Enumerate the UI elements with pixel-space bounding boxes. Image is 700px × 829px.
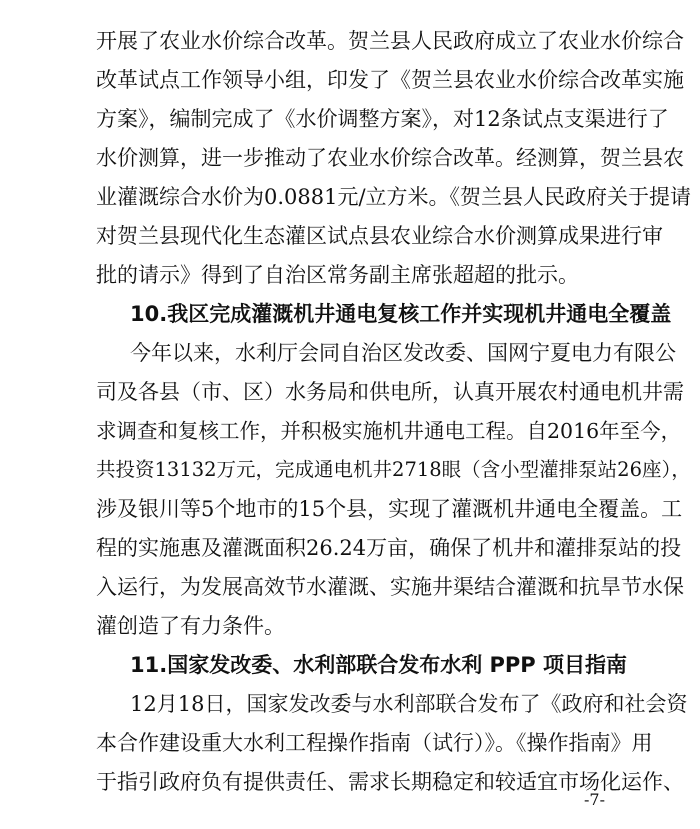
paragraph-2-line-4: 共投资13132万元，完成通电机井2718眼（含小型灌排泵站26座）， [96, 458, 691, 481]
paragraph-2-line-2: 司及各县（市、区）水务局和供电所，认真开展农村通电机井需 [96, 380, 684, 404]
paragraph-1-line-3: 方案》，编制完成了《水价调整方案》，对12条试点支渠进行了 [96, 107, 669, 131]
paragraph-1-line-2: 改革试点工作领导小组，印发了《贺兰县农业水价综合改革实施 [96, 68, 684, 92]
paragraph-1-line-7: 批的请示》得到了自治区常务副主席张超超的批示。 [96, 263, 579, 287]
paragraph-3-line-3: 于指引政府负有提供责任、需求长期稳定和较适宜市场化运作、 [96, 770, 684, 794]
paragraph-2-line-3: 求调查和复核工作，并积极实施机井通电工程。自2016年至今， [96, 419, 682, 443]
paragraph-3-line-1: 12月18日，国家发改委与水利部联合发布了《政府和社会资 [130, 692, 688, 716]
section-heading-10: 10.我区完成灌溉机井通电复核工作并实现机井通电全覆盖 [130, 302, 672, 326]
paragraph-2-line-5: 涉及银川等5个地市的15个县，实现了灌溉机井通电全覆盖。工 [96, 497, 683, 521]
section-heading-11: 11.国家发改委、水利部联合发布水利 PPP 项目指南 [130, 653, 627, 677]
paragraph-2-line-8: 灌创造了有力条件。 [96, 614, 285, 638]
paragraph-2-line-7: 入运行，为发展高效节水灌溉、实施井渠结合灌溉和抗旱节水保 [96, 575, 684, 599]
page-number: -7- [584, 790, 605, 809]
paragraph-3-line-2: 本合作建设重大水利工程操作指南（试行）》。《操作指南》用 [96, 731, 653, 755]
paragraph-1-line-5: 业灌溉综合水价为0.0881元/立方米。《贺兰县人民政府关于提请 [96, 185, 692, 209]
paragraph-1-line-6: 对贺兰县现代化生态灌区试点县农业综合水价测算成果进行审 [96, 224, 663, 248]
paragraph-1-line-1: 开展了农业水价综合改革。贺兰县人民政府成立了农业水价综合 [96, 29, 684, 53]
paragraph-1-line-4: 水价测算，进一步推动了农业水价综合改革。经测算，贺兰县农 [96, 146, 684, 170]
paragraph-2-line-1: 今年以来，水利厅会同自治区发改委、国网宁夏电力有限公 [130, 341, 676, 365]
paragraph-2-line-6: 程的实施惠及灌溉面积26.24万亩，确保了机井和灌排泵站的投 [96, 536, 682, 560]
